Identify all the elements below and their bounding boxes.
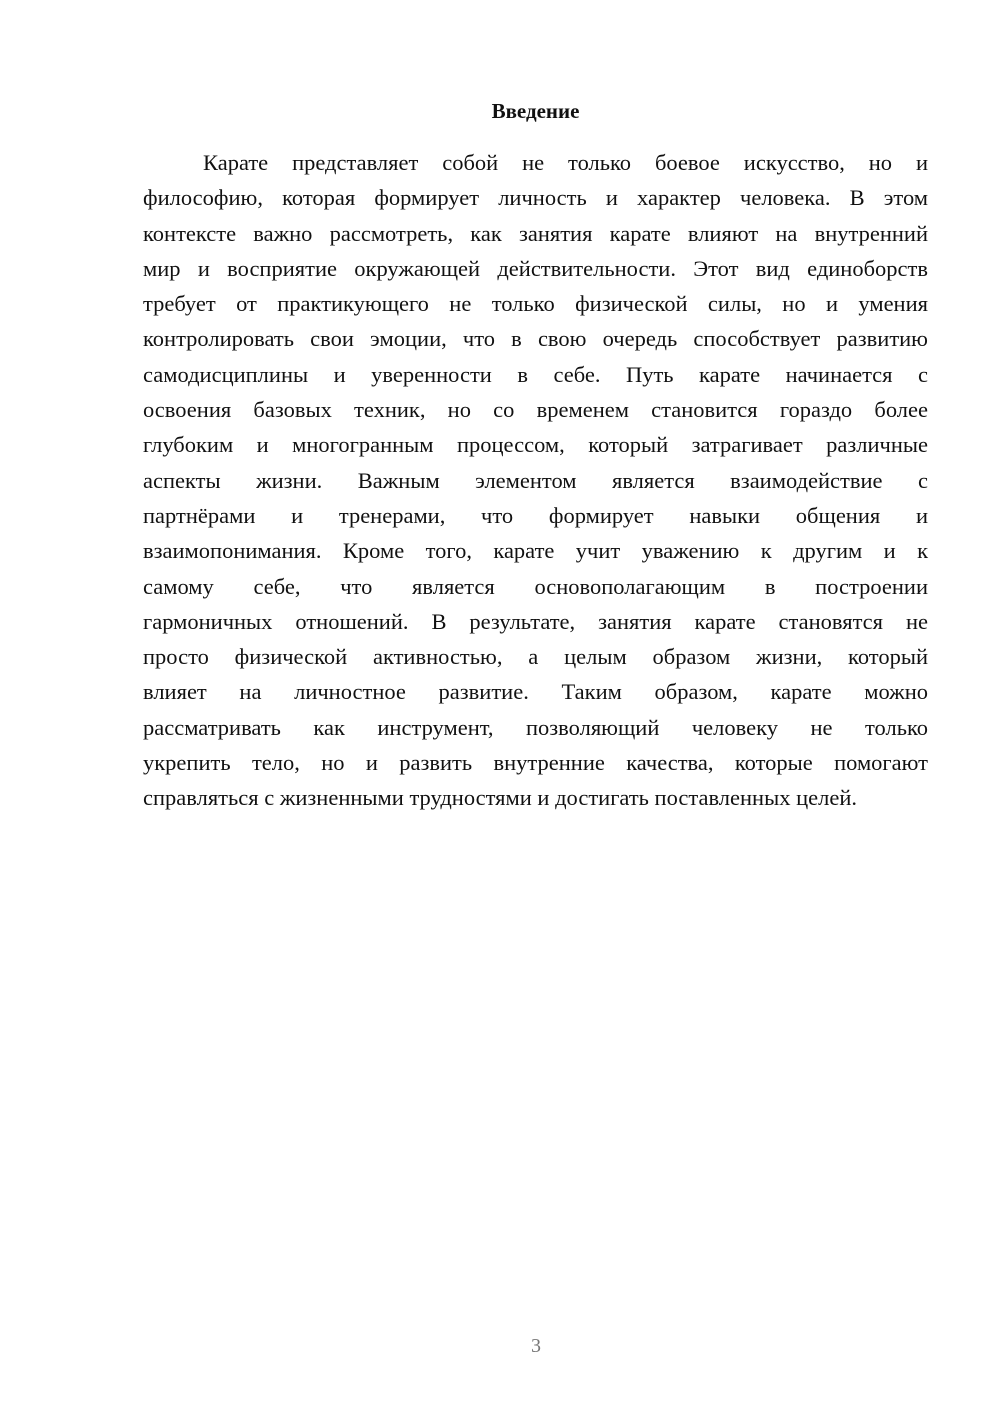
paragraph-line: философию, которая формирует личность и характер человека. В этом bbox=[143, 185, 928, 211]
paragraph-line: мир и восприятие окружающей действительности. Этот вид единоборств bbox=[143, 255, 928, 281]
paragraph-line: просто физической активностью, а целым образом жизни, который bbox=[143, 644, 928, 670]
intro-paragraph bbox=[143, 145, 928, 816]
page-number: 3 bbox=[531, 1335, 541, 1357]
paragraph-line: взаимопонимания. Кроме того, карате учит уважению к другим и к bbox=[143, 538, 928, 564]
paragraph-line: влияет на личностное развитие. Таким образом, карате можно bbox=[143, 679, 928, 705]
paragraph-line: глубоким и многогранным процессом, который затрагивает различные bbox=[143, 432, 928, 458]
paragraph-line: требует от практикующего не только физической силы, но и умения bbox=[143, 291, 928, 317]
paragraph-line: рассматривать как инструмент, позволяющий человеку не только bbox=[143, 714, 928, 740]
paragraph-line: Карате представляет собой не только боевое искусство, но и bbox=[203, 150, 928, 175]
paragraph-line: освоения базовых техник, но со временем становится гораздо более bbox=[143, 397, 928, 423]
paragraph-line: гармоничных отношений. В результате, занятия карате становятся не bbox=[143, 608, 928, 634]
paragraph-line: контролировать свои эмоции, что в свою очередь способствует развитию bbox=[143, 326, 928, 352]
paragraph-line: контексте важно рассмотреть, как занятия карате влияют на внутренний bbox=[143, 220, 928, 246]
paragraph-line: аспекты жизни. Важным элементом является взаимодействие с bbox=[143, 467, 928, 493]
paragraph-line: укрепить тело, но и развить внутренние качества, которые помогают bbox=[143, 750, 928, 776]
paragraph-line: справляться с жизненными трудностями и достигать поставленных целей. bbox=[143, 785, 858, 811]
paragraph-line: партнёрами и тренерами, что формирует навыки общения и bbox=[143, 502, 928, 528]
paragraph-line: самому себе, что является основополагающим в построении bbox=[143, 573, 928, 599]
paragraph-line: самодисциплины и уверенности в себе. Путь карате начинается с bbox=[143, 361, 928, 387]
section-heading: Введение bbox=[491, 99, 580, 123]
